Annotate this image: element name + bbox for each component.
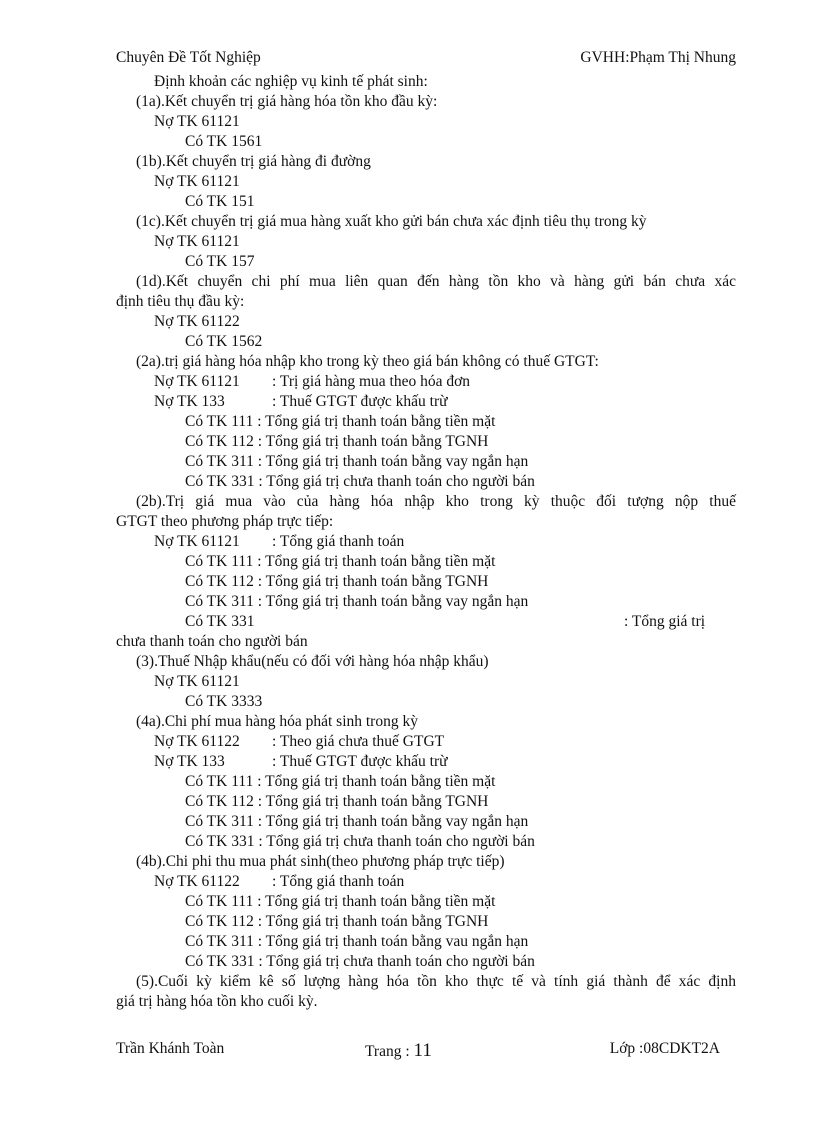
- account-code: Nợ TK 61122: [154, 733, 240, 750]
- entry-2a-credit-311: Có TK 311 : Tổng giá trị thanh toán bằng vay ngắn hạn: [185, 453, 529, 470]
- entry-1c-debit: Nợ TK 61121: [154, 233, 240, 250]
- entry-4b-credit-112: Có TK 112 : Tổng giá trị thanh toán bằng TGNH: [185, 913, 489, 930]
- entry-2b-credit-112: Có TK 112 : Tổng giá trị thanh toán bằng TGNH: [185, 573, 489, 590]
- account-description: : Tổng giá trị: [624, 613, 706, 630]
- account-code: Nợ TK 133: [154, 753, 225, 770]
- entry-2b-heading-cont: GTGT theo phương pháp trực tiếp:: [116, 513, 334, 530]
- entry-2a-debit-1: [116, 372, 736, 392]
- account-description: : Trị giá hàng mua theo hóa đơn: [272, 373, 471, 390]
- page-footer: [116, 1040, 736, 1064]
- entry-1c-heading: (1c).Kết chuyển trị giá mua hàng xuất kho gửi bán chưa xác định tiêu thụ trong kỳ: [136, 213, 647, 230]
- account-description: : Theo giá chưa thuế GTGT: [272, 733, 445, 750]
- account-description: : Thuế GTGT được khấu trừ: [272, 753, 448, 770]
- entry-4a-credit-112: Có TK 112 : Tổng giá trị thanh toán bằng TGNH: [185, 793, 489, 810]
- page-header: [116, 49, 736, 69]
- entry-1d-credit: Có TK 1562: [185, 333, 263, 350]
- entry-1c-credit: Có TK 157: [185, 253, 255, 270]
- entry-4b-credit-311: Có TK 311 : Tổng giá trị thanh toán bằng vau ngắn hạn: [185, 933, 529, 950]
- entry-4a-heading: (4a).Chi phí mua hàng hóa phát sinh trong kỳ: [136, 713, 418, 730]
- entry-4b-debit-1: [116, 872, 736, 892]
- entry-5-heading: (5).Cuối kỳ kiểm kê số lượng hàng hóa tồn kho thực tế và tính giá thành để xác định: [136, 973, 736, 990]
- account-code: Nợ TK 61121: [154, 533, 240, 550]
- page-label: Trang :: [365, 1043, 410, 1060]
- entry-1d-debit: Nợ TK 61122: [154, 313, 240, 330]
- entry-1d-heading-cont: định tiêu thụ đầu kỳ:: [116, 293, 245, 310]
- entry-2b-credit-331: [116, 612, 736, 632]
- entry-1a-heading: (1a).Kết chuyển trị giá hàng hóa tồn kho đầu kỳ:: [136, 93, 438, 110]
- entry-2b-heading: (2b).Trị giá mua vào của hàng hóa nhập kho trong kỳ thuộc đối tượng nộp thuế: [136, 493, 736, 510]
- entry-3-debit: Nợ TK 61121: [154, 673, 240, 690]
- entry-2a-heading: (2a).trị giá hàng hóa nhập kho trong kỳ theo giá bán không có thuế GTGT:: [136, 353, 599, 370]
- entry-2b-credit-311: Có TK 311 : Tổng giá trị thanh toán bằng vay ngắn hạn: [185, 593, 529, 610]
- entry-1a-credit: Có TK 1561: [185, 133, 263, 150]
- footer-page: [365, 1040, 432, 1062]
- entry-3-credit: Có TK 3333: [185, 693, 263, 710]
- account-code: Nợ TK 133: [154, 393, 225, 410]
- entry-4b-credit-111: Có TK 111 : Tổng giá trị thanh toán bằng tiền mặt: [185, 893, 496, 910]
- entry-4a-debit-1: [116, 732, 736, 752]
- entry-2a-credit-112: Có TK 112 : Tổng giá trị thanh toán bằng TGNH: [185, 433, 489, 450]
- entry-5-heading-cont: giá trị hàng hóa tồn kho cuối kỳ.: [116, 993, 318, 1010]
- entry-1b-debit: Nợ TK 61121: [154, 173, 240, 190]
- account-description: : Tổng giá thanh toán: [272, 533, 405, 550]
- footer-author: Trần Khánh Toàn: [116, 1040, 225, 1057]
- account-description: : Thuế GTGT được khấu trừ: [272, 393, 448, 410]
- page-number: 11: [413, 1040, 432, 1061]
- entry-1d-heading: (1d).Kết chuyển chi phí mua liên quan đến hàng tồn kho và hàng gửi bán chưa xác: [136, 273, 736, 290]
- document-body: [116, 72, 736, 1012]
- intro-line: Định khoản các nghiệp vụ kinh tế phát sinh:: [154, 73, 428, 90]
- account-code: Nợ TK 61122: [154, 873, 240, 890]
- entry-4a-credit-111: Có TK 111 : Tổng giá trị thanh toán bằng tiền mặt: [185, 773, 496, 790]
- account-code: Nợ TK 61121: [154, 373, 240, 390]
- account-description: : Tổng giá thanh toán: [272, 873, 405, 890]
- entry-2a-credit-111: Có TK 111 : Tổng giá trị thanh toán bằng tiền mặt: [185, 413, 496, 430]
- entry-3-heading: (3).Thuế Nhập khẩu(nếu có đối với hàng hóa nhập khẩu): [136, 653, 489, 670]
- entry-2a-debit-2: [116, 392, 736, 412]
- entry-2b-credit-111: Có TK 111 : Tổng giá trị thanh toán bằng tiền mặt: [185, 553, 496, 570]
- entry-2b-credit-331-cont: chưa thanh toán cho người bán: [116, 633, 308, 650]
- entry-1a-debit: Nợ TK 61121: [154, 113, 240, 130]
- entry-1b-heading: (1b).Kết chuyển trị giá hàng đi đường: [136, 153, 371, 170]
- header-supervisor: GVHH:Phạm Thị Nhung: [580, 49, 736, 66]
- entry-4a-debit-2: [116, 752, 736, 772]
- entry-1b-credit: Có TK 151: [185, 193, 255, 210]
- entry-4b-credit-331: Có TK 331 : Tổng giá trị chưa thanh toán cho người bán: [185, 953, 535, 970]
- entry-4b-heading: (4b).Chi phi thu mua phát sinh(theo phương pháp trực tiếp): [136, 853, 505, 870]
- account-code: Có TK 331: [185, 613, 255, 630]
- entry-4a-credit-331: Có TK 331 : Tổng giá trị chưa thanh toán cho người bán: [185, 833, 535, 850]
- footer-class: Lớp :08CDKT2A: [609, 1040, 720, 1057]
- entry-2a-credit-331: Có TK 331 : Tổng giá trị chưa thanh toán cho người bán: [185, 473, 535, 490]
- header-document-title: Chuyên Đề Tốt Nghiệp: [116, 49, 261, 66]
- entry-4a-credit-311: Có TK 311 : Tổng giá trị thanh toán bằng vay ngắn hạn: [185, 813, 529, 830]
- entry-2b-debit-1: [116, 532, 736, 552]
